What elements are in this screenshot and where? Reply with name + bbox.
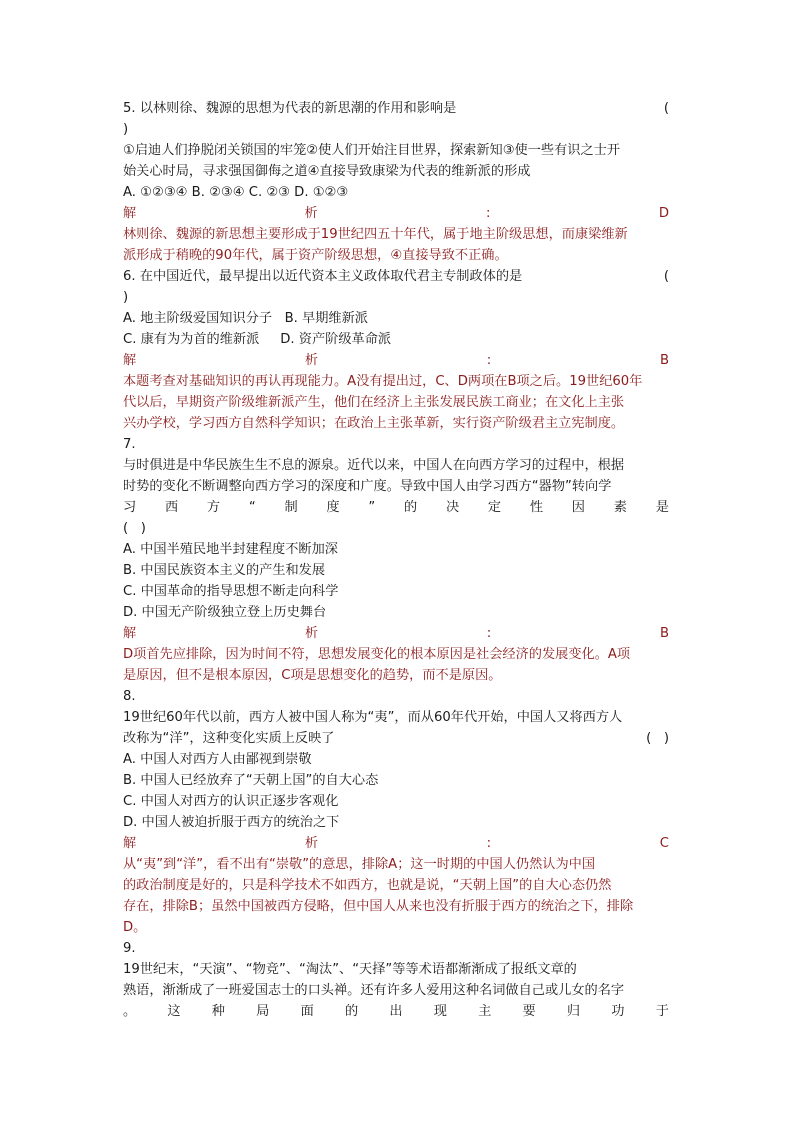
stem-char: 是 — [655, 500, 669, 515]
q7-option-b: B. 中国民族资本主义的产生和发展 — [123, 563, 326, 578]
stem-char: 现 — [433, 1004, 447, 1019]
jiexi-char: 析 — [304, 626, 319, 641]
document-page — [123, 98, 669, 1022]
stem-char: 要 — [522, 1004, 536, 1019]
q9-stem-1: 19世纪末，“天演”、“物竞”、“淘汰”、“天择”等等术语都渐渐成了报纸文章的 — [123, 962, 577, 977]
q5-analysis-header — [123, 203, 669, 224]
stem-char: 这 — [167, 1004, 181, 1019]
stem-char: 习 — [123, 500, 137, 515]
jiexi-char: 解 — [123, 353, 137, 368]
stem-char: 定 — [487, 500, 502, 515]
stem-char: 归 — [566, 1004, 581, 1019]
stem-char: 。 — [123, 1004, 137, 1019]
q6-answer: B — [659, 353, 669, 368]
q8-stem-2-line — [123, 728, 669, 749]
q7-explanation-2: 是原因，但不是根本原因，C项是思想变化的趋势，而不是原因。 — [123, 668, 502, 683]
q8-option-c: C. 中国人对西方的认识正逐步客观化 — [123, 794, 339, 809]
q5-stem: 5. 以林则徐、魏源的思想为代表的新思潮的作用和影响是 — [123, 101, 457, 116]
q9-stem-3 — [123, 1001, 669, 1022]
stem-char: 局 — [256, 1004, 270, 1019]
q5-explanation-2: 派形成于稍晚的90年代，属于资产阶级思想，④直接导致不正确。 — [123, 248, 508, 263]
q7-paren: ( ) — [123, 521, 146, 536]
q7-number: 7. — [123, 437, 136, 452]
q8-stem-2: 改称为“洋”，这种变化实质上反映了 — [123, 731, 335, 746]
stem-char: 因 — [571, 500, 585, 515]
jiexi-colon: : — [486, 353, 492, 368]
q5-paren-close: ) — [123, 122, 129, 137]
q8-explanation-3: 存在，排除B；虽然中国被西方侵略，但中国人从来也没有折服于西方的统治之下，排除 — [123, 899, 634, 914]
stem-char: 决 — [445, 500, 460, 515]
stem-char: 性 — [529, 500, 544, 515]
stem-char: ” — [368, 500, 376, 515]
stem-char: 种 — [211, 1004, 225, 1019]
q6-stem: 6. 在中国近代，最早提出以近代资本主义政体取代君主专制政体的是 — [123, 269, 523, 284]
q6-explanation-1: 本题考查对基础知识的再认再现能力。A没有提出过，C、D两项在B项之后。19世纪60年 — [123, 374, 643, 389]
q6-analysis-header — [123, 350, 669, 371]
q6-explanation-3: 兴办学校，学习西方自然科学知识；在政治上主张革新，实行资产阶级君主立宪制度。 — [123, 416, 625, 431]
q7-explanation-1: D项首先应排除，因为时间不符，思想发展变化的根本原因是社会经济的发展变化。A项 — [123, 647, 631, 662]
stem-char: 制 — [284, 500, 298, 515]
q7-stem-1: 与时俱进是中华民族生生不息的源泉。近代以来，中国人在向西方学习的过程中，根据 — [123, 458, 625, 473]
q5-options: A. ①②③④ B. ②③④ C. ②③ D. ①②③ — [123, 185, 349, 200]
jiexi-char: 解 — [123, 626, 137, 641]
stem-char: 方 — [206, 500, 221, 515]
q7-option-a: A. 中国半殖民地半封建程度不断加深 — [123, 542, 338, 557]
jiexi-char: 析 — [304, 206, 318, 221]
q8-number: 8. — [123, 689, 136, 704]
q6-explanation-2: 代以后，早期资产阶级维新派产生，他们在经济上主张发展民族工商业；在文化上主张 — [123, 395, 625, 410]
jiexi-colon: : — [486, 626, 492, 641]
jiexi-colon: : — [486, 206, 491, 221]
q8-option-a: A. 中国人对西方人由鄙视到崇敬 — [123, 752, 312, 767]
stem-char: “ — [248, 500, 256, 515]
q8-stem-1: 19世纪60年代以前，西方人被中国人称为“夷”，而从60年代开始，中国人又将西方人 — [123, 710, 623, 725]
q6-stem-line — [123, 266, 669, 287]
q8-explanation-2: 的政治制度是好的，只是科学技术不如西方，也就是说，“天朝上国”的自大心态仍然 — [123, 878, 612, 893]
jiexi-char: 析 — [304, 353, 319, 368]
q7-option-d: D. 中国无产阶级独立登上历史舞台 — [123, 605, 327, 620]
q8-option-b: B. 中国人已经放弃了“天朝上国”的自大心态 — [123, 773, 379, 788]
q5-paren-open: ( — [663, 101, 669, 116]
q5-items-line-2: 始关心时局，寻求强国御侮之道④直接导致康梁为代表的维新派的形成 — [123, 164, 531, 179]
q6-paren-open: ( — [663, 269, 669, 284]
stem-char: 面 — [300, 1004, 314, 1019]
stem-char: 于 — [655, 1004, 669, 1019]
stem-char: 功 — [611, 1004, 625, 1019]
q5-answer: D — [658, 206, 669, 221]
q8-explanation-4: D。 — [123, 920, 147, 935]
q9-number: 9. — [123, 941, 136, 956]
stem-char: 素 — [613, 500, 627, 515]
stem-char: 主 — [478, 1004, 492, 1019]
stem-char: 度 — [326, 500, 340, 515]
jiexi-char: 解 — [123, 836, 137, 851]
stem-char: 的 — [403, 500, 418, 515]
q6-paren-close: ) — [123, 290, 129, 305]
q9-stem-2: 熟语，渐渐成了一班爱国志士的口头禅。还有许多人爱用这种名词做自己或儿女的名字 — [123, 983, 625, 998]
stem-char: 出 — [389, 1004, 403, 1019]
q8-paren: ( ) — [646, 731, 669, 746]
stem-char: 的 — [344, 1004, 359, 1019]
q8-explanation-1: 从“夷”到“洋”，看不出有“崇敬”的意思，排除A；这一时期的中国人仍然认为中国 — [123, 857, 596, 872]
q7-analysis-header — [123, 623, 669, 644]
q8-option-d: D. 中国人被迫折服于西方的统治之下 — [123, 815, 340, 830]
q5-explanation-1: 林则徐、魏源的新思想主要形成于19世纪四五十年代，属于地主阶级思想，而康梁维新 — [123, 227, 628, 242]
q7-answer: B — [659, 626, 669, 641]
jiexi-colon: : — [486, 836, 492, 851]
q5-stem-line — [123, 98, 669, 119]
q8-analysis-header — [123, 833, 669, 854]
jiexi-char: 析 — [304, 836, 319, 851]
q5-items-line-1: ①启迪人们挣脱闭关锁国的牢笼②使人们开始注目世界，探索新知③使一些有识之士开 — [123, 143, 621, 158]
q6-options-ab: A. 地主阶级爱国知识分子 B. 早期维新派 — [123, 311, 368, 326]
q8-answer: C — [659, 836, 669, 851]
q7-option-c: C. 中国革命的指导思想不断走向科学 — [123, 584, 339, 599]
jiexi-char: 解 — [123, 206, 137, 221]
q7-stem-2: 时势的变化不断调整向西方学习的深度和广度。导致中国人由学习西方“器物”转向学 — [123, 479, 612, 494]
q7-stem-3 — [123, 497, 669, 518]
stem-char: 西 — [164, 500, 179, 515]
q6-options-cd: C. 康有为为首的维新派 D. 资产阶级革命派 — [123, 332, 392, 347]
